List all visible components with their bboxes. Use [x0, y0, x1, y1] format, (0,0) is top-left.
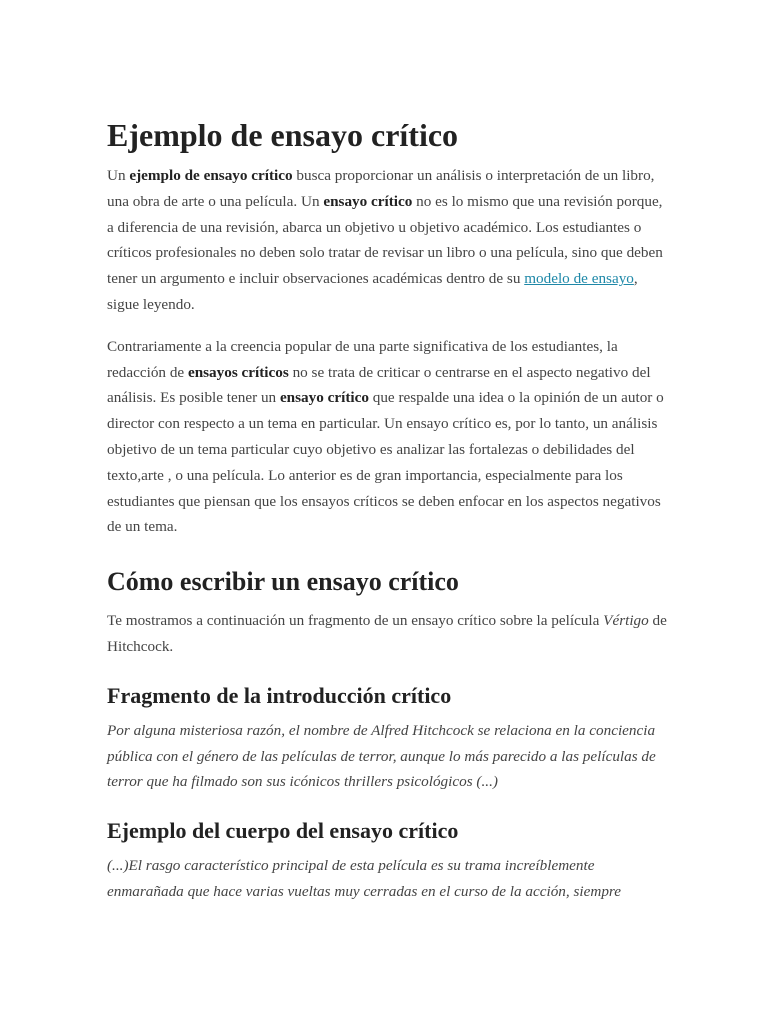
film-title: Vértigo — [603, 612, 649, 630]
para2-text-1: Contrariamente a la creencia popular de una parte significativa de los estudiantes, la redacción de — [107, 337, 618, 381]
body-example-heading: Ejemplo del cuerpo del ensayo crítico — [107, 818, 459, 844]
second-paragraph — [107, 334, 667, 540]
para2-bold-2: ensayo crítico — [279, 389, 369, 407]
essay-model-link[interactable]: modelo de ensayo — [524, 270, 634, 288]
how-text-2: de Hitchcock. — [107, 612, 667, 655]
intro-bold-2: ensayo crítico — [323, 192, 413, 210]
intro-text-2: busca proporcionar un análisis o interpretación de un libro, una obra de arte o una película. Un — [107, 167, 655, 210]
intro-fragment-heading: Fragmento de la introducción crítico — [107, 682, 452, 708]
intro-text-1: Un — [107, 167, 130, 184]
intro-text-3: no es lo mismo que una revisión porque, a diferencia de una revisión, abarca un objetivo u objetivo académico. Los estudiantes o críticos profesionales no deben solo tratar de revisar un libro o una película, sino que deben tener un argumento e incluir observaciones académicas dentro de su — [107, 192, 663, 288]
body-example-italic: (...)El rasgo característico principal de esta película es su trama increíblemente enmarañada que hace varias vueltas muy cerradas en el curso de la acción, siempre — [107, 857, 622, 900]
intro-bold-1: ejemplo de ensayo crítico — [129, 167, 293, 184]
para2-text-3: que respalde una idea o la opinión de un autor o director con respecto a un tema en particular. Un ensayo crítico es, por lo tanto, un análisis objetivo de un tema particular cuyo objetivo es analizar las fortalezas o debilidades del texto,arte , o una película. Lo anterior es de gran importancia, especialmente para los estudiantes que piensan que los ensayos críticos se deben enfocar en los aspectos negativos de un tema. — [107, 389, 664, 536]
page-title: Ejemplo de ensayo crítico — [107, 117, 459, 153]
how-to-heading: Cómo escribir un ensayo crítico — [107, 567, 459, 597]
how-text-1: Te mostramos a continuación un fragmento de un ensayo crítico sobre la película — [107, 612, 604, 630]
intro-fragment-italic: Por alguna misteriosa razón, el nombre de Alfred Hitchcock se relaciona en la conciencia pública con el género de las películas de terror, aunque lo más parecido a las películas de terror que ha filmado son sus icónicos thrillers psicológicos (...) — [107, 721, 656, 791]
intro-fragment-text — [107, 718, 667, 795]
intro-paragraph — [107, 163, 667, 318]
how-to-paragraph — [107, 608, 667, 660]
para2-bold-1: ensayos críticos — [187, 363, 289, 381]
para2-text-2: no se trata de criticar o centrarse en el aspecto negativo del análisis. Es posible tener un — [107, 363, 651, 407]
intro-text-4: , sigue leyendo. — [107, 270, 638, 313]
body-example-text — [107, 853, 667, 905]
article-body — [107, 113, 667, 905]
